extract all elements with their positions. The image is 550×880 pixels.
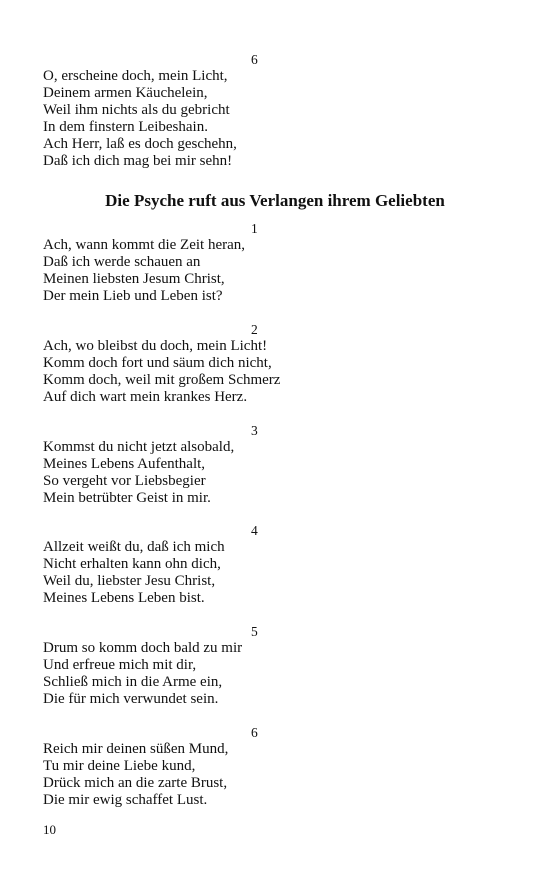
verse-line: Kommst du nicht jetzt alsobald,: [43, 439, 235, 455]
verse-line: Komm doch fort und säum dich nicht,: [43, 355, 272, 371]
verse-line: Weil du, liebster Jesu Christ,: [43, 573, 216, 589]
verse-line: Deinem armen Käuchelein,: [43, 85, 208, 101]
verse-line: Daß ich dich mag bei mir sehn!: [43, 153, 233, 169]
stanza-number: 4: [251, 523, 258, 538]
poem-title: Die Psyche ruft aus Verlangen ihrem Geliebten: [105, 191, 445, 210]
verse-line: Daß ich werde schauen an: [43, 254, 201, 270]
verse-line: In dem finstern Leibeshain.: [43, 119, 208, 135]
page-number: 10: [43, 822, 56, 837]
verse-line: Meinen liebsten Jesum Christ,: [43, 271, 225, 287]
verse-line: Auf dich wart mein krankes Herz.: [43, 389, 248, 405]
verse-line: Ach Herr, laß es doch geschehn,: [43, 136, 237, 152]
verse-line: Schließ mich in die Arme ein,: [43, 674, 223, 690]
verse-line: Ach, wo bleibst du doch, mein Licht!: [43, 338, 268, 354]
verse-line: Der mein Lieb und Leben ist?: [43, 288, 223, 304]
verse-line: Reich mir deinen süßen Mund,: [43, 741, 229, 757]
verse-line: Die für mich verwundet sein.: [43, 691, 219, 707]
stanza-number: 1: [251, 221, 258, 236]
verse-line: Drum so komm doch bald zu mir: [43, 640, 243, 656]
verse-line: Drück mich an die zarte Brust,: [43, 775, 228, 791]
stanza-number: 5: [251, 624, 258, 639]
verse-line: Die mir ewig schaffet Lust.: [43, 792, 208, 808]
verse-line: Weil ihm nichts als du gebricht: [43, 102, 230, 118]
verse-line: Nicht erhalten kann ohn dich,: [43, 556, 221, 572]
verse-line: Meines Lebens Aufenthalt,: [43, 456, 206, 472]
verse-line: Und erfreue mich mit dir,: [43, 657, 197, 673]
stanza-number: 6: [251, 52, 258, 67]
verse-line: Tu mir deine Liebe kund,: [43, 758, 196, 774]
verse-line: So vergeht vor Liebsbegier: [43, 473, 206, 489]
stanza-number: 2: [251, 322, 258, 337]
verse-line: O, erscheine doch, mein Licht,: [43, 68, 228, 84]
verse-line: Ach, wann kommt die Zeit heran,: [43, 237, 246, 253]
stanza-number: 6: [251, 725, 258, 740]
verse-line: Allzeit weißt du, daß ich mich: [43, 539, 225, 555]
verse-line: Meines Lebens Leben bist.: [43, 590, 205, 606]
stanza-number: 3: [251, 423, 258, 438]
verse-line: Komm doch, weil mit großem Schmerz: [43, 372, 281, 388]
verse-line: Mein betrübter Geist in mir.: [43, 490, 211, 506]
